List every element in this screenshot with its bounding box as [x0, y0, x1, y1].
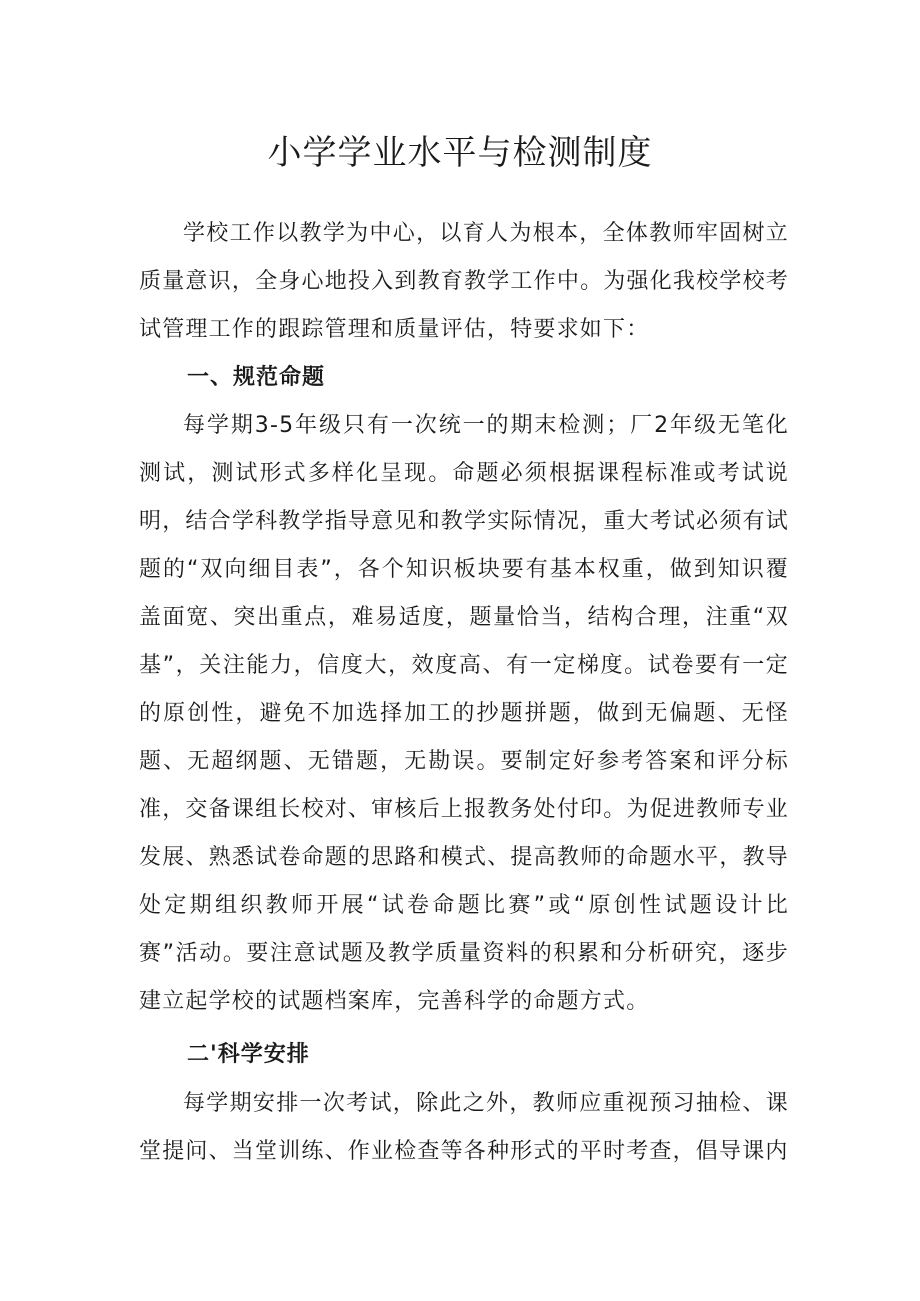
section-heading-1: 一、规范命题	[187, 365, 326, 390]
intro-paragraph-block	[139, 210, 789, 354]
section-1-body-block	[139, 402, 789, 1026]
section-heading-2: 二'科学安排	[187, 1042, 310, 1067]
section-1-paragraph: 每学期3-5年级只有一次统一的期末检测；厂2年级无笔化测试，测试形式多样化呈现。命题必须根据课程标准或考试说明，结合学科教学指导意见和教学实际情况，重大考试必须有试题的“双向细目表”，各个知识板块要有基本权重，做到知识覆盖面宽、突出重点，难易适度，题量恰当，结构合理，注重“双基”，关注能力，信度大，效度高、有一定梯度。试卷要有一定的原创性，避免不加选择加工的抄题拼题，做到无偏题、无怪题、无超纲题、无错题，无勘误。要制定好参考答案和评分标准，交备课组长校对、审核后上报教务处付印。为促进教师专业发展、熟悉试卷命题的思路和模式、提高教师的命题水平，教导处定期组织教师开展“试卷命题比赛”或“原创性试题设计比赛”活动。要注意试题及教学质量资料的积累和分析研究，逐步建立起学校的试题档案库，完善科学的命题方式。	[139, 413, 789, 1014]
document-title: 小学学业水平与检测制度	[267, 133, 653, 173]
section-2-body-block	[139, 1080, 789, 1176]
section-2-paragraph: 每学期安排一次考试，除此之外，教师应重视预习抽检、课堂提问、当堂训练、作业检查等各种形式的平时考查，倡导课内	[139, 1091, 789, 1164]
intro-paragraph: 学校工作以教学为中心，以育人为根本，全体教师牢固树立质量意识，全身心地投入到教育教学工作中。为强化我校学校考试管理工作的跟踪管理和质量评估，特要求如下：	[139, 221, 789, 342]
